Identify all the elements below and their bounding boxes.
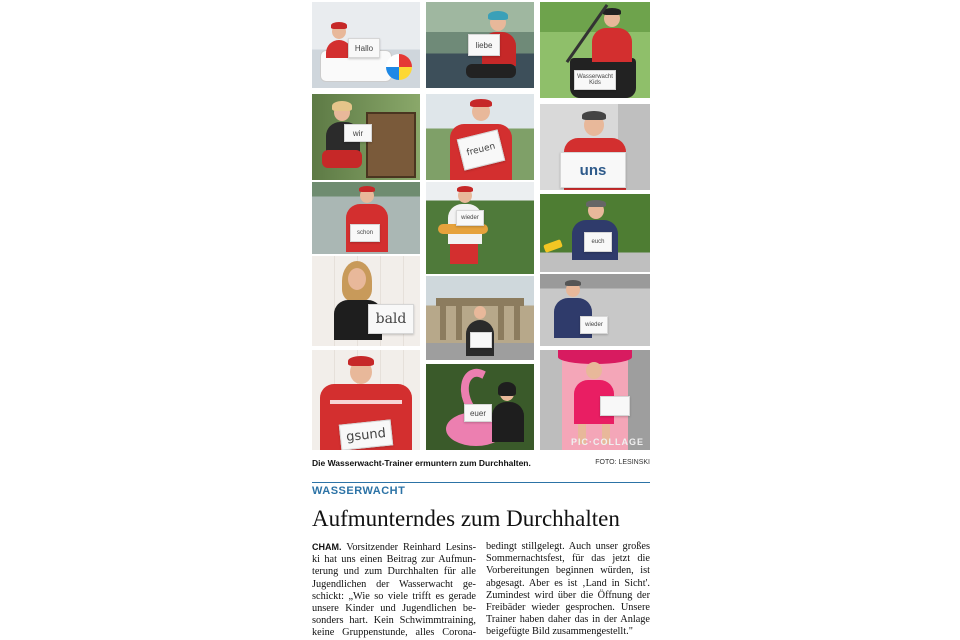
text-line: bedingt stillgelegt. Auch unser großes xyxy=(486,541,650,552)
photo-caption xyxy=(312,458,650,472)
text-line xyxy=(312,541,476,554)
article-headline: Aufmunterndes zum Durchhalten xyxy=(312,506,620,531)
sign-11 xyxy=(470,332,492,348)
collage-photo-7 xyxy=(312,182,420,254)
text-line: schickt: „Wie so viele trifft es gerade xyxy=(312,590,476,602)
collage-photo-2 xyxy=(426,2,534,88)
collage-photo-13 xyxy=(312,350,420,450)
text-line: beigefügte Bild zusammengestellt." xyxy=(486,626,633,638)
text-line: abgesagt. Aber es ist ‚Land in Sicht'. xyxy=(486,577,650,589)
text-line-first: Vorsitzender Reinhard Lesins- xyxy=(346,542,477,553)
collage-photo-8 xyxy=(426,182,534,274)
collage-photo-15 xyxy=(540,350,650,450)
article-column-2 xyxy=(486,541,650,639)
sign-5: freuen xyxy=(457,129,505,170)
collage-photo-12 xyxy=(540,274,650,346)
text-line: Vorbereitungen beginnen würden, ist xyxy=(486,565,650,577)
photo-collage xyxy=(312,2,650,452)
text-line: ki hat uns einen Beitrag zur Aufmun- xyxy=(312,554,476,566)
collage-photo-6 xyxy=(540,104,650,190)
sign-14: euer xyxy=(464,404,492,422)
collage-photo-3 xyxy=(540,2,650,98)
sign-7: schon xyxy=(350,224,380,242)
sign-1: Hallo xyxy=(348,38,380,58)
article-column-1 xyxy=(312,541,476,640)
text-line: keine Gruppenstunde, alles Corona- xyxy=(312,627,476,639)
sign-10: bald xyxy=(368,304,414,334)
sign-12: wieder xyxy=(580,316,608,334)
collage-photo-10 xyxy=(312,256,420,346)
text-line: unsere Kinder und Jugendlichen be- xyxy=(312,603,476,615)
collage-photo-14 xyxy=(426,364,534,450)
text-line: Jugendlichen der Wasserwacht ge- xyxy=(312,578,476,590)
collage-photo-9 xyxy=(540,194,650,272)
collage-photo-5 xyxy=(426,94,534,180)
section-label-text: WASSERWACHT xyxy=(312,485,406,497)
sign-15 xyxy=(600,396,630,416)
sign-3: Wasserwacht Kids xyxy=(574,70,616,90)
text-line: Trainer haben daher das in der Anlage xyxy=(486,614,650,626)
section-label xyxy=(312,482,650,501)
dateline: CHAM. xyxy=(312,542,342,552)
sign-4: wir xyxy=(344,124,372,142)
collage-photo-11 xyxy=(426,276,534,360)
collage-photo-4 xyxy=(312,94,420,180)
text-line: sonders hart. Kein Schwimmtraining, xyxy=(312,615,476,627)
sign-9: euch xyxy=(584,232,612,252)
collage-photo-1 xyxy=(312,2,420,88)
text-line: Sommernachtsfest, für das jetzt die xyxy=(486,553,650,565)
sign-6: uns xyxy=(560,152,626,188)
text-line: Freibäder wieder gesprochen. Unsere xyxy=(486,602,650,614)
sign-2: liebe xyxy=(468,34,500,56)
caption-text: Die Wasserwacht-Trainer ermuntern zum Durchhalten. xyxy=(312,458,531,468)
text-line: Zumindest wird über die Öffnung der xyxy=(486,589,650,601)
sign-13: gsund xyxy=(339,419,393,450)
photo-credit: FOTO: LESINSKI xyxy=(595,459,650,466)
sign-8: wieder xyxy=(456,210,484,226)
pic-collage-watermark: PIC·COLLAGE xyxy=(571,437,644,447)
text-line: terung und zum Durchhalten für alle xyxy=(312,566,476,578)
